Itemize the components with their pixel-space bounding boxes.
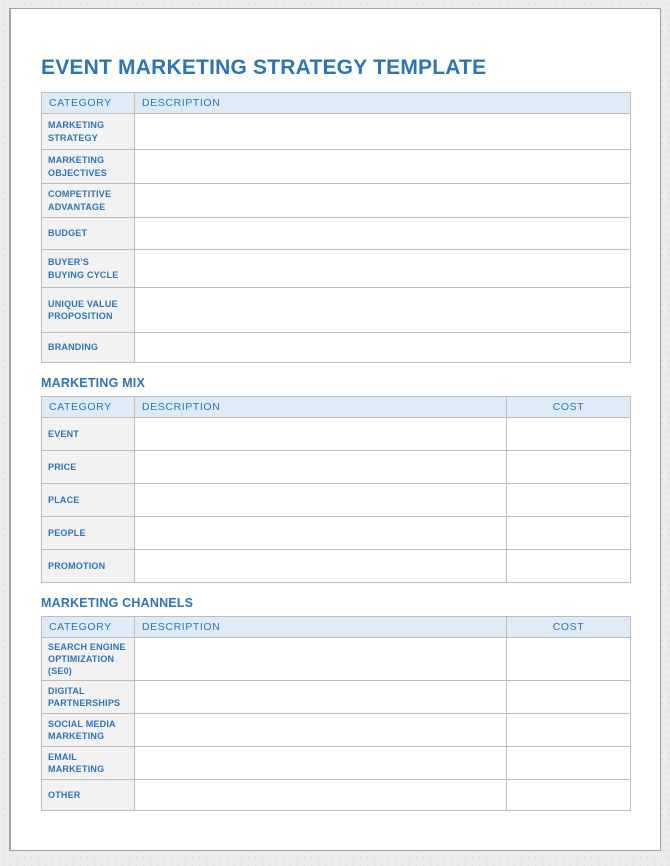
cost-cell[interactable] [507, 747, 631, 780]
description-cell[interactable] [135, 484, 507, 517]
table-row [42, 218, 631, 250]
cost-cell[interactable] [507, 484, 631, 517]
category-cell: SEARCH ENGINE OPTIMIZATION (SE0) [42, 638, 135, 681]
column-header-description: DESCRIPTION [135, 93, 631, 114]
header-row [42, 397, 631, 418]
table-row [42, 451, 631, 484]
category-cell: PRICE [42, 451, 135, 484]
description-cell[interactable] [135, 150, 631, 184]
table-strategy-overview [41, 92, 631, 363]
table-row [42, 288, 631, 333]
header-row [42, 617, 631, 638]
description-cell[interactable] [135, 333, 631, 363]
page-title: EVENT MARKETING STRATEGY TEMPLATE [41, 56, 487, 79]
column-header-category: CATEGORY [42, 617, 135, 638]
description-cell[interactable] [135, 288, 631, 333]
table-row [42, 184, 631, 218]
column-header-cost: COST [507, 617, 631, 638]
category-cell: DIGITAL PARTNERSHIPS [42, 681, 135, 714]
category-cell: OTHER [42, 780, 135, 811]
section-heading-marketing-channels: MARKETING CHANNELS [41, 596, 194, 610]
category-cell: PLACE [42, 484, 135, 517]
description-cell[interactable] [135, 184, 631, 218]
table-row [42, 333, 631, 363]
category-cell: PEOPLE [42, 517, 135, 550]
column-header-description: DESCRIPTION [135, 397, 507, 418]
table-row [42, 638, 631, 681]
category-cell: SOCIAL MEDIA MARKETING [42, 714, 135, 747]
cost-cell[interactable] [507, 714, 631, 747]
category-cell: MARKETING OBJECTIVES [42, 150, 135, 184]
category-cell: BRANDING [42, 333, 135, 363]
category-cell: UNIQUE VALUE PROPOSITION [42, 288, 135, 333]
description-cell[interactable] [135, 517, 507, 550]
category-cell: BUYER'S BUYING CYCLE [42, 250, 135, 288]
table-row [42, 780, 631, 811]
table-row [42, 484, 631, 517]
table-marketing-channels [41, 616, 631, 811]
description-cell[interactable] [135, 451, 507, 484]
table-row [42, 250, 631, 288]
section-heading-marketing-mix: MARKETING MIX [41, 376, 145, 390]
table-row [42, 418, 631, 451]
description-cell[interactable] [135, 681, 507, 714]
column-header-category: CATEGORY [42, 397, 135, 418]
table-marketing-mix [41, 396, 631, 583]
column-header-cost: COST [507, 397, 631, 418]
table-row [42, 517, 631, 550]
category-cell: BUDGET [42, 218, 135, 250]
table-row [42, 150, 631, 184]
sections-container [41, 92, 631, 811]
cost-cell[interactable] [507, 681, 631, 714]
description-cell[interactable] [135, 218, 631, 250]
category-cell: PROMOTION [42, 550, 135, 583]
column-header-category: CATEGORY [42, 93, 135, 114]
table-row [42, 681, 631, 714]
description-cell[interactable] [135, 250, 631, 288]
category-cell: MARKETING STRATEGY [42, 114, 135, 150]
cost-cell[interactable] [507, 451, 631, 484]
header-row [42, 93, 631, 114]
table-row [42, 550, 631, 583]
cost-cell[interactable] [507, 517, 631, 550]
description-cell[interactable] [135, 747, 507, 780]
description-cell[interactable] [135, 780, 507, 811]
column-header-description: DESCRIPTION [135, 617, 507, 638]
description-cell[interactable] [135, 714, 507, 747]
description-cell[interactable] [135, 638, 507, 681]
cost-cell[interactable] [507, 638, 631, 681]
cost-cell[interactable] [507, 780, 631, 811]
cost-cell[interactable] [507, 550, 631, 583]
cost-cell[interactable] [507, 418, 631, 451]
category-cell: COMPETITIVE ADVANTAGE [42, 184, 135, 218]
document-page [9, 8, 661, 851]
category-cell: EMAIL MARKETING [42, 747, 135, 780]
table-row [42, 747, 631, 780]
description-cell[interactable] [135, 418, 507, 451]
description-cell[interactable] [135, 550, 507, 583]
category-cell: EVENT [42, 418, 135, 451]
description-cell[interactable] [135, 114, 631, 150]
table-row [42, 714, 631, 747]
table-row [42, 114, 631, 150]
